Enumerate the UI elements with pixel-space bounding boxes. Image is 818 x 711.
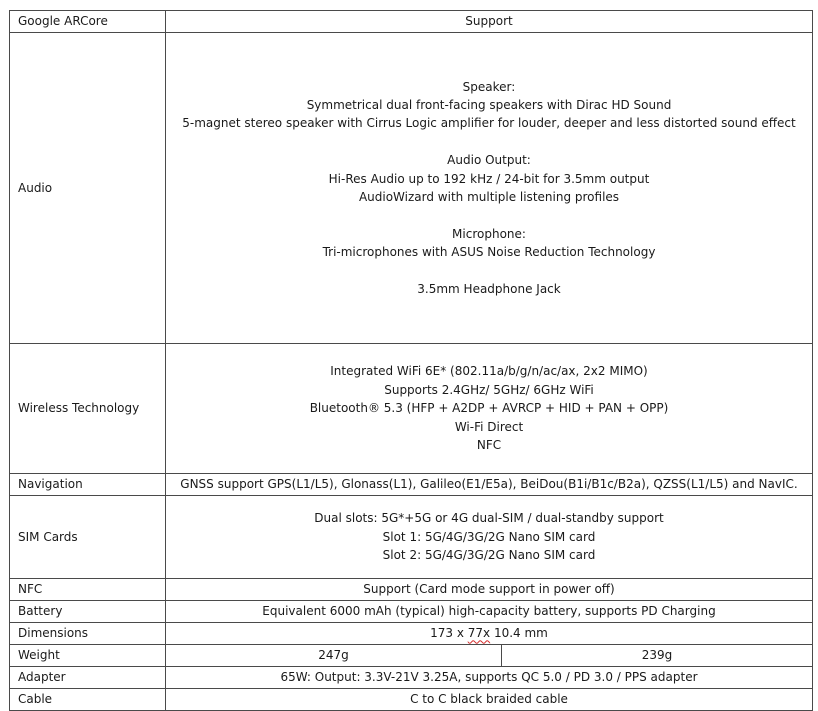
value-weight-b: 239g <box>502 645 813 667</box>
audio-headphone-jack: 3.5mm Headphone Jack <box>417 282 561 296</box>
audio-speaker-heading: Speaker: <box>462 79 516 94</box>
audio-speaker-line-1: Symmetrical dual front-facing speakers with Dirac HD Sound <box>306 97 672 112</box>
label-dimensions: Dimensions <box>10 623 166 645</box>
row-adapter <box>10 667 813 689</box>
label-wireless: Wireless Technology <box>10 344 166 474</box>
value-dimensions: 173 x 77x 10.4 mm <box>166 623 813 645</box>
audio-mic-line-1: Tri-microphones with ASUS Noise Reduction Technology <box>322 245 656 260</box>
row-cable <box>10 689 813 711</box>
value-sim-cards <box>166 496 813 579</box>
audio-output-heading: Audio Output: <box>447 153 531 168</box>
wireless-line-1: Integrated WiFi 6E* (802.11a/b/g/n/ac/ax, 2x2 MIMO) <box>330 364 648 379</box>
spec-table <box>9 10 813 711</box>
row-dimensions <box>10 623 813 645</box>
row-nfc <box>10 579 813 601</box>
value-battery: Equivalent 6000 mAh (typical) high-capacity battery, supports PD Charging <box>166 601 813 623</box>
audio-mic-heading: Microphone: <box>452 226 526 241</box>
label-nfc: NFC <box>10 579 166 601</box>
audio-output-line-2: AudioWizard with multiple listening profiles <box>358 190 620 204</box>
row-sim-cards <box>10 496 813 579</box>
spellcheck-mark: 77x <box>467 626 491 641</box>
audio-speaker-line-2: 5-magnet stereo speaker with Cirrus Logic amplifier for louder, deeper and less distorted sound effect <box>182 116 796 131</box>
row-google-arcore <box>10 11 813 33</box>
value-nfc: Support (Card mode support in power off) <box>166 579 813 601</box>
row-audio <box>10 33 813 344</box>
value-google-arcore: Support <box>166 11 813 33</box>
wireless-line-2: Supports 2.4GHz/ 5GHz/ 6GHz WiFi <box>384 382 594 397</box>
label-adapter: Adapter <box>10 667 166 689</box>
value-audio <box>166 33 813 344</box>
wireless-line-5: NFC <box>476 438 502 453</box>
value-adapter: 65W: Output: 3.3V-21V 3.25A, supports QC 5.0 / PD 3.0 / PPS adapter <box>166 667 813 689</box>
value-wireless <box>166 344 813 474</box>
label-navigation: Navigation <box>10 474 166 496</box>
sim-line-2: Slot 1: 5G/4G/3G/2G Nano SIM card <box>382 529 596 544</box>
sim-line-1: Dual slots: 5G*+5G or 4G dual-SIM / dual-standby support <box>314 511 664 526</box>
wireless-line-4: Wi-Fi Direct <box>454 419 524 434</box>
sim-line-3: Slot 2: 5G/4G/3G/2G Nano SIM card <box>382 548 596 563</box>
audio-output-line-1: Hi-Res Audio up to 192 kHz / 24-bit for 3.5mm output <box>328 171 650 186</box>
label-sim-cards: SIM Cards <box>10 496 166 579</box>
value-weight-a: 247g <box>166 645 502 667</box>
label-weight: Weight <box>10 645 166 667</box>
value-navigation: GNSS support GPS(L1/L5), Glonass(L1), Galileo(E1/E5a), BeiDou(B1i/B1c/B2a), QZSS(L1/L5) and NavIC. <box>166 474 813 496</box>
value-cable: C to C black braided cable <box>166 689 813 711</box>
wireless-line-3: Bluetooth® 5.3 (HFP + A2DP + AVRCP + HID + PAN + OPP) <box>309 401 669 416</box>
row-navigation <box>10 474 813 496</box>
row-wireless <box>10 344 813 474</box>
row-weight <box>10 645 813 667</box>
label-google-arcore: Google ARCore <box>10 11 166 33</box>
label-battery: Battery <box>10 601 166 623</box>
label-audio: Audio <box>10 33 166 344</box>
label-cable: Cable <box>10 689 166 711</box>
row-battery <box>10 601 813 623</box>
